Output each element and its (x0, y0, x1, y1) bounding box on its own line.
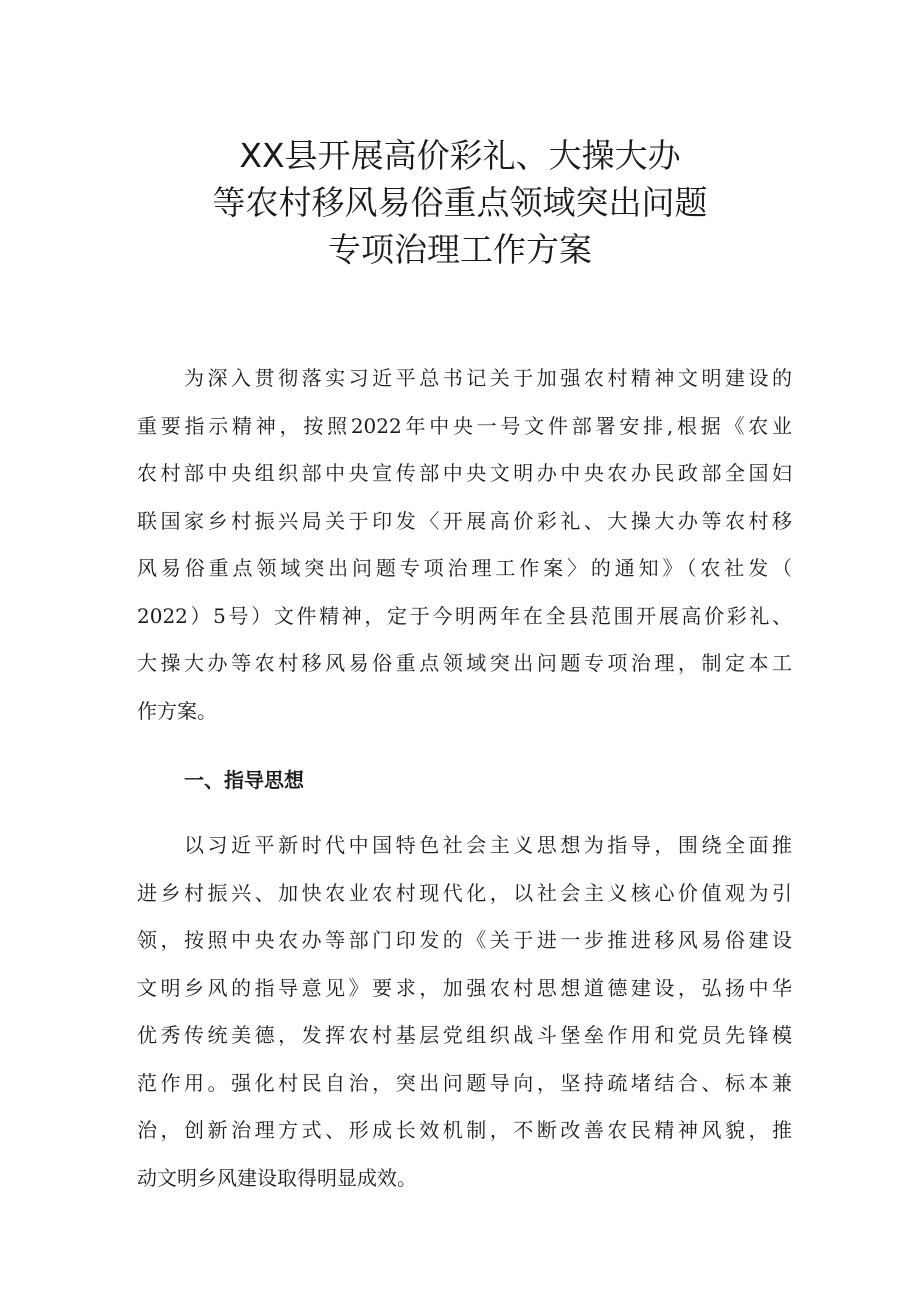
intro-line-1: 为深入贯彻落实习近平总书记关于加强农村精神文明建设的 (184, 366, 792, 390)
section1-line-2: 进乡村振兴、加快农业农村现代化，以社会主义核心价值观为引 (137, 880, 792, 905)
section1-line-7: 治，创新治理方式、形成长效机制，不断改善农民精神风貌，推 (137, 1118, 792, 1142)
section1-line-8: 动文明乡风建设取得明显成效。 (137, 1165, 417, 1190)
intro-line-7: 大操大办等农村移风易俗重点领域突出问题专项治理，制定本工 (137, 651, 792, 675)
intro-line-3: 农村部中央组织部中央宣传部中央文明办中央农办民政部全国妇 (137, 461, 792, 485)
section1-line-6: 范作用。强化村民自治，突出问题导向，坚持疏堵结合、标本兼 (137, 1070, 792, 1095)
intro-line-5: 风易俗重点领域突出问题专项治理工作案〉的通知》（农社发（ (137, 556, 792, 580)
intro-line-8: 作方案。 (137, 698, 217, 723)
intro-paragraph (137, 355, 792, 735)
section1-line-1: 以习近平新时代中国特色社会主义思想为指导，围绕全面推 (184, 833, 792, 857)
intro-line-6: 2022）5号）文件精神，定于今明两年在全县范围开展高价彩礼、 (137, 603, 792, 628)
intro-line-4: 联国家乡村振兴局关于印发〈开展高价彩礼、大操大办等农村移 (137, 508, 792, 533)
title-line-2: 等农村移风易俗重点领域突出问题 (212, 183, 708, 222)
title-line-3: 专项治理工作方案 (328, 230, 592, 269)
section1-line-3: 领，按照中央农办等部门印发的《关于进一步推进移风易俗建设 (137, 928, 792, 952)
section1-line-5: 优秀传统美德，发挥农村基层党组织战斗堡垒作用和党员先锋模 (137, 1023, 792, 1047)
title-line-1: XX县开展高价彩礼、大操大办 (239, 136, 681, 175)
section-heading-guiding-thought: 一、指导思想 (184, 768, 304, 792)
document-title (100, 132, 820, 273)
section1-paragraph (137, 822, 792, 1202)
intro-line-2: 重要指示精神，按照2022年中央一号文件部署安排,根据《农业 (137, 413, 792, 438)
section1-line-4: 文明乡风的指导意见》要求，加强农村思想道德建设，弘扬中华 (137, 975, 792, 1000)
